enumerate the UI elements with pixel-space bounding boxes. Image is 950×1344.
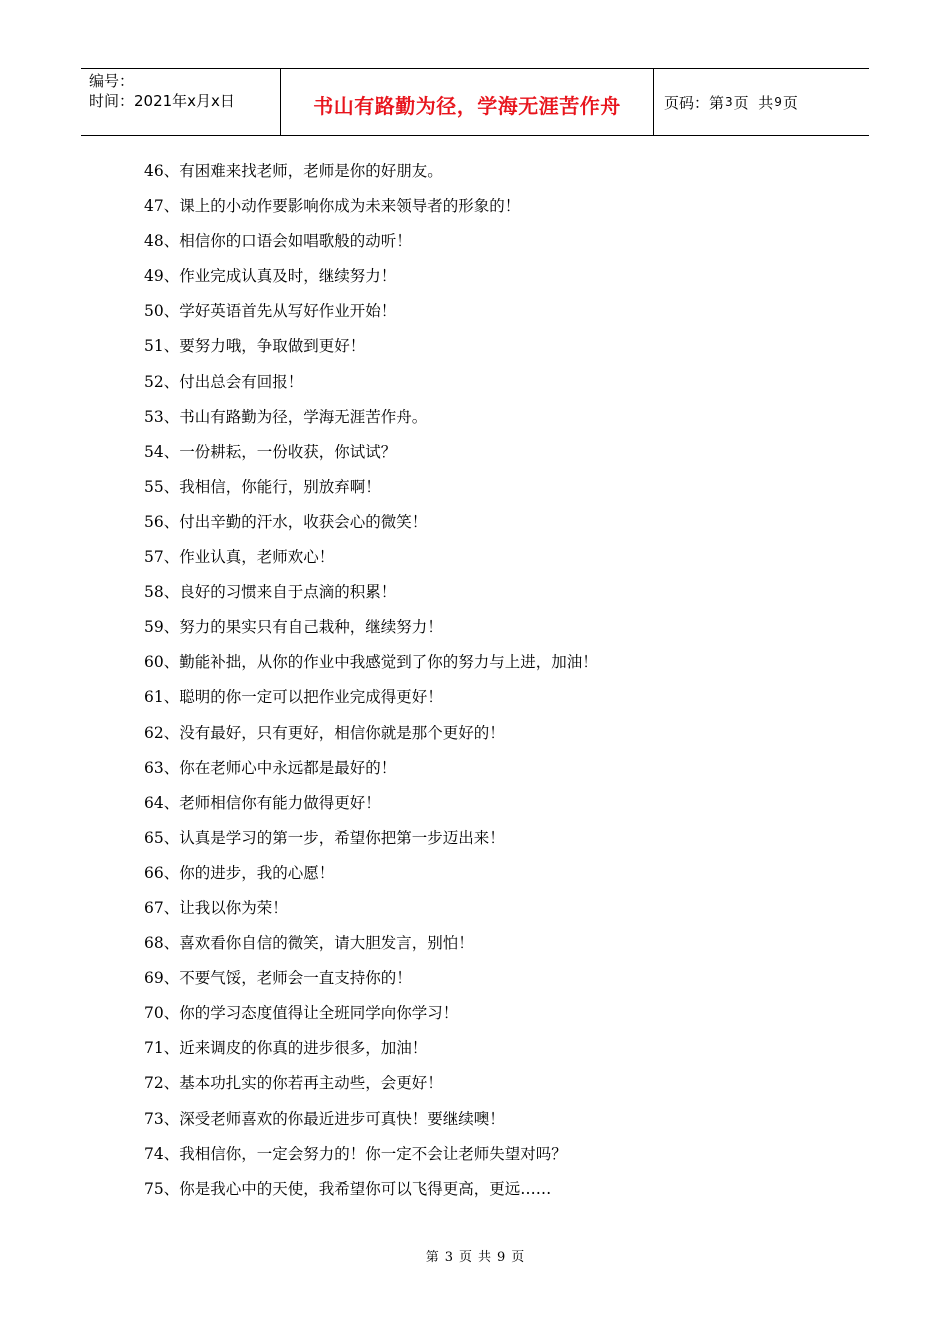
document-time-label: 时间：2021年x月x日 — [89, 92, 235, 110]
header-page-cell — [654, 69, 869, 135]
list-item: 50、学好英语首先从写好作业开始！ — [144, 302, 397, 321]
list-item: 59、努力的果实只有自己栽种，继续努力！ — [144, 618, 443, 637]
list-item: 51、要努力哦，争取做到更好！ — [144, 337, 366, 356]
list-item: 71、近来调皮的你真的进步很多，加油！ — [144, 1039, 428, 1058]
header-motto: 书山有路勤为径，学海无涯苦作舟 — [313, 93, 621, 118]
list-item: 73、深受老师喜欢的你最近进步可真快！要继续噢！ — [144, 1109, 505, 1128]
list-item: 49、作业完成认真及时，继续努力！ — [144, 267, 397, 286]
page-current: 3 — [725, 95, 733, 109]
footer-total-unit: 页 — [511, 1250, 525, 1265]
list-item: 52、付出总会有回报！ — [144, 372, 304, 391]
list-item: 48、相信你的口语会如唱歌般的动听！ — [144, 232, 412, 251]
list-item: 68、喜欢看你自信的微笑，请大胆发言，别怕！ — [144, 934, 474, 953]
header-meta-cell — [81, 69, 281, 135]
footer-total-prefix: 共 — [478, 1250, 492, 1265]
list-item: 75、你是我心中的天使，我希望你可以飞得更高，更远…… — [144, 1179, 552, 1198]
list-item: 61、聪明的你一定可以把作业完成得更好！ — [144, 688, 443, 707]
list-item: 67、让我以你为荣！ — [144, 898, 288, 917]
footer-page-current: 3 — [444, 1250, 453, 1265]
list-item: 55、我相信，你能行，别放弃啊！ — [144, 477, 381, 496]
list-item: 47、课上的小动作要影响你成为未来领导者的形象的！ — [144, 197, 521, 216]
list-item: 69、不要气馁，老师会一直支持你的！ — [144, 969, 412, 988]
list-item: 56、付出辛勤的汗水，收获会心的微笑！ — [144, 512, 428, 531]
list-item: 74、我相信你，一定会努力的！你一定不会让老师失望对吗？ — [144, 1144, 567, 1163]
footer-page-total: 9 — [497, 1250, 506, 1265]
footer-page-unit: 页 — [458, 1250, 472, 1265]
page-prefix: 页码：第 — [664, 93, 725, 112]
list-item: 60、勤能补拙，从你的作业中我感觉到了你的努力与上进，加油！ — [144, 653, 598, 672]
list-item: 58、良好的习惯来自于点滴的积累！ — [144, 583, 397, 602]
list-item: 72、基本功扎实的你若再主动些，会更好！ — [144, 1074, 443, 1093]
page-footer — [0, 1246, 950, 1265]
list-item: 64、老师相信你有能力做得更好！ — [144, 793, 381, 812]
footer-page-prefix: 第 — [425, 1250, 439, 1265]
list-item: 70、你的学习态度值得让全班同学向你学习！ — [144, 1004, 459, 1023]
list-item: 53、书山有路勤为径，学海无涯苦作舟。 — [144, 407, 428, 426]
document-number-label: 编号： — [89, 72, 135, 90]
page-total: 9 — [774, 95, 782, 109]
comment-list — [144, 158, 844, 1211]
page-suffix: 页 — [782, 93, 798, 112]
header-motto-cell — [281, 69, 654, 135]
list-item: 54、一份耕耘，一份收获，你试试？ — [144, 442, 397, 461]
list-item: 62、没有最好，只有更好，相信你就是那个更好的！ — [144, 723, 505, 742]
page-header — [81, 68, 869, 136]
list-item: 63、你在老师心中永远都是最好的！ — [144, 758, 397, 777]
list-item: 65、认真是学习的第一步，希望你把第一步迈出来！ — [144, 828, 505, 847]
list-item: 46、有困难来找老师，老师是你的好朋友。 — [144, 162, 443, 180]
list-item: 66、你的进步，我的心愿！ — [144, 863, 335, 882]
page-mid: 页 共 — [733, 93, 774, 112]
list-item: 57、作业认真，老师欢心！ — [144, 548, 335, 567]
